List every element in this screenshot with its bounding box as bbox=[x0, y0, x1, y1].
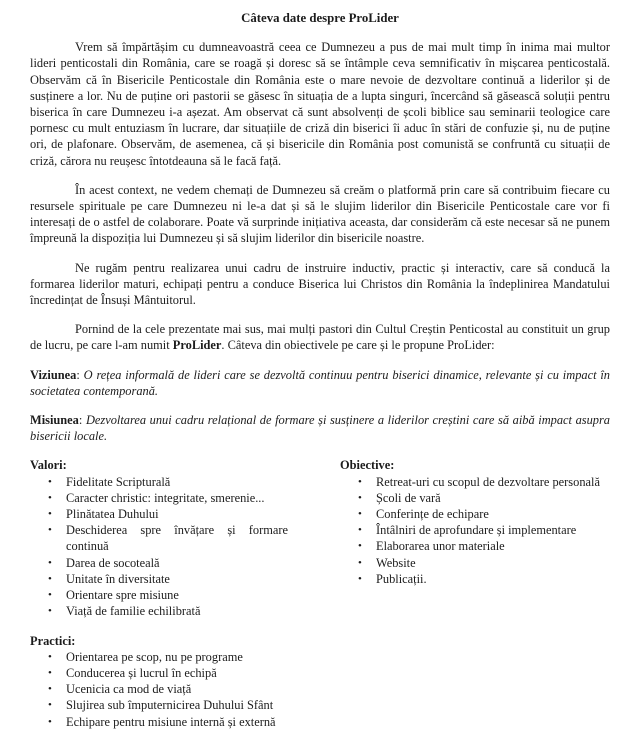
bullet-icon: • bbox=[48, 650, 52, 663]
list-item bbox=[340, 506, 600, 522]
bullet-icon: • bbox=[358, 540, 362, 553]
bullet-icon: • bbox=[48, 683, 52, 696]
values-list bbox=[30, 474, 288, 620]
paragraph-context: În acest context, ne vedem chemați de Dumnezeu să creăm o platformă prin care să contribuim fiecare cu resursele spirituale pe care Dumnezeu ni le-a dat și să le slujim liderilor din Bisericile Penticostale care vor fi interesați de o astfel de colaborare. Poate vă surprinde inițiativa aceasta, dar considerăm că este necesar să ne punem împreună la dispoziția lui Dumnezeu și să slujim liderilor din bisericile noastre. bbox=[30, 182, 610, 246]
mission-colon: : bbox=[78, 413, 86, 428]
vision-colon: : bbox=[76, 367, 84, 382]
list-item bbox=[340, 474, 600, 490]
bullet-icon: • bbox=[48, 556, 52, 569]
list-item-label: Școli de vară bbox=[376, 490, 441, 505]
list-item-label: Slujirea sub împuternicirea Duhului Sfânt bbox=[66, 698, 274, 713]
list-item bbox=[30, 490, 288, 506]
bullet-icon: • bbox=[48, 666, 52, 679]
bullet-icon: • bbox=[358, 572, 362, 585]
bullet-icon: • bbox=[48, 475, 52, 488]
bullet-icon: • bbox=[48, 572, 52, 585]
bullet-icon: • bbox=[358, 556, 362, 569]
objectives-heading: Obiective: bbox=[340, 458, 395, 473]
list-item bbox=[340, 490, 600, 506]
list-item-label: Viață de familie echilibrată bbox=[66, 604, 201, 619]
list-item-label: Caracter christic: integritate, smerenie... bbox=[66, 490, 265, 505]
vision-label: Viziunea bbox=[30, 367, 77, 382]
list-item-label: Website bbox=[376, 555, 416, 570]
list-item bbox=[30, 571, 288, 587]
list-item bbox=[30, 649, 610, 665]
list-item-label: Întâlniri de aprofundare și implementare bbox=[376, 523, 577, 538]
list-item bbox=[30, 587, 288, 603]
prolider-name-bold: ProLider bbox=[172, 338, 222, 353]
values-heading: Valori: bbox=[30, 458, 67, 473]
list-item-label: Conducerea și lucrul în echipă bbox=[66, 665, 217, 680]
bullet-icon: • bbox=[48, 699, 52, 712]
list-item bbox=[30, 474, 288, 490]
vision-statement bbox=[30, 367, 610, 399]
bullet-icon: • bbox=[48, 524, 52, 537]
practices-list bbox=[30, 649, 610, 730]
list-item bbox=[30, 506, 288, 522]
paragraph-prolider-after: . Câteva din obiectivele pe care și le propune ProLider: bbox=[221, 338, 495, 353]
bullet-icon: • bbox=[48, 589, 52, 602]
list-item bbox=[30, 697, 610, 713]
bullet-icon: • bbox=[358, 491, 362, 504]
bullet-icon: • bbox=[358, 508, 362, 521]
bullet-icon: • bbox=[358, 524, 362, 537]
list-item-label: Publicații. bbox=[376, 571, 427, 586]
bullet-icon: • bbox=[48, 605, 52, 618]
list-item-label: Echipare pentru misiune internă și externă bbox=[66, 714, 276, 729]
list-item-label: Unitate în diversitate bbox=[66, 571, 170, 586]
paragraph-prayer: Ne rugăm pentru realizarea unui cadru de instruire inductiv, practic și interactiv, care să conducă la formarea liderilor maturi, echipați pentru a conduce Biserica lui Christos din România la îndeplinirea Mandatului încredințat de Însuși Mântuitorul. bbox=[30, 260, 610, 308]
mission-statement bbox=[30, 412, 610, 444]
bullet-icon: • bbox=[48, 715, 52, 728]
list-item bbox=[340, 538, 600, 554]
list-item-label: Elaborarea unor materiale bbox=[376, 539, 505, 554]
list-item bbox=[340, 571, 600, 587]
list-item bbox=[30, 603, 288, 619]
values-objectives-columns bbox=[30, 457, 610, 619]
list-item-label: Orientare spre misiune bbox=[66, 588, 179, 603]
list-item-label: Deschiderea spre învățare și formare continuă bbox=[66, 523, 288, 554]
list-item-label: Conferințe de echipare bbox=[376, 507, 489, 522]
list-item bbox=[30, 555, 288, 571]
list-item bbox=[340, 555, 600, 571]
list-item-label: Ucenicia ca mod de viață bbox=[66, 682, 192, 697]
mission-label: Misiunea bbox=[30, 413, 79, 428]
objectives-column bbox=[340, 457, 600, 619]
list-item bbox=[340, 522, 600, 538]
list-item-label: Orientarea pe scop, nu pe programe bbox=[66, 649, 243, 664]
practices-heading: Practici: bbox=[30, 633, 76, 648]
list-item-label: Retreat-uri cu scopul de dezvoltare personală bbox=[376, 474, 600, 489]
bullet-icon: • bbox=[48, 508, 52, 521]
vision-text: O rețea informală de lideri care se dezvoltă continuu pentru biserici dinamice, relevante și cu impact în societatea contemporană. bbox=[30, 367, 610, 398]
list-item-label: Fidelitate Scripturală bbox=[66, 474, 171, 489]
document-title: Câteva date despre ProLider bbox=[241, 11, 399, 25]
list-item-label: Plinătatea Duhului bbox=[66, 507, 159, 522]
practices-section bbox=[30, 633, 610, 730]
list-item bbox=[30, 665, 610, 681]
bullet-icon: • bbox=[48, 491, 52, 504]
list-item bbox=[30, 522, 288, 554]
list-item bbox=[30, 714, 610, 730]
paragraph-prolider-group bbox=[30, 321, 610, 353]
objectives-list bbox=[340, 474, 600, 587]
list-item bbox=[30, 681, 610, 697]
mission-text: Dezvoltarea unui cadru relațional de formare și susținere a liderilor creștini care să aibă impact asupra bisericii locale. bbox=[30, 413, 610, 444]
values-column bbox=[30, 457, 288, 619]
list-item-label: Darea de socoteală bbox=[66, 555, 160, 570]
bullet-icon: • bbox=[358, 475, 362, 488]
paragraph-intro: Vrem să împărtășim cu dumneavoastră ceea ce Dumnezeu a pus de mai mult timp în inima mai multor lideri penticostali din România, care se roagă și doresc să se întâmple ceva semnificativ în mișcarea penticostală. Observăm că în Bisericile Penticostale din România este o mare nevoie de dezvoltare continuă a liderilor și de susținere a lor. Nu de puține ori pastorii se găsesc în situația de a lupta singuri, încercând să găsească soluții pentru biserica în care Dumnezeu i-a așezat. Am observat că sunt absolvenți de școli biblice sau seminarii teologice care pornesc cu mult entuziasm în lucrare, dar situațiile de criză din biserici îi aduc în stări de confuzie și, nu de puține ori, de plafonare. Observăm, de asemenea, că și bisericile din România post comunistă se confruntă cu situații de criză, cărora nu reușesc întotdeauna să le facă față. bbox=[30, 40, 610, 168]
paragraph-prolider-before: Pornind de la cele prezentate mai sus, mai mulți pastori din Cultul Creștin Penticostal au constituit un grup de lucru, pe care l-am numit bbox=[30, 322, 610, 353]
